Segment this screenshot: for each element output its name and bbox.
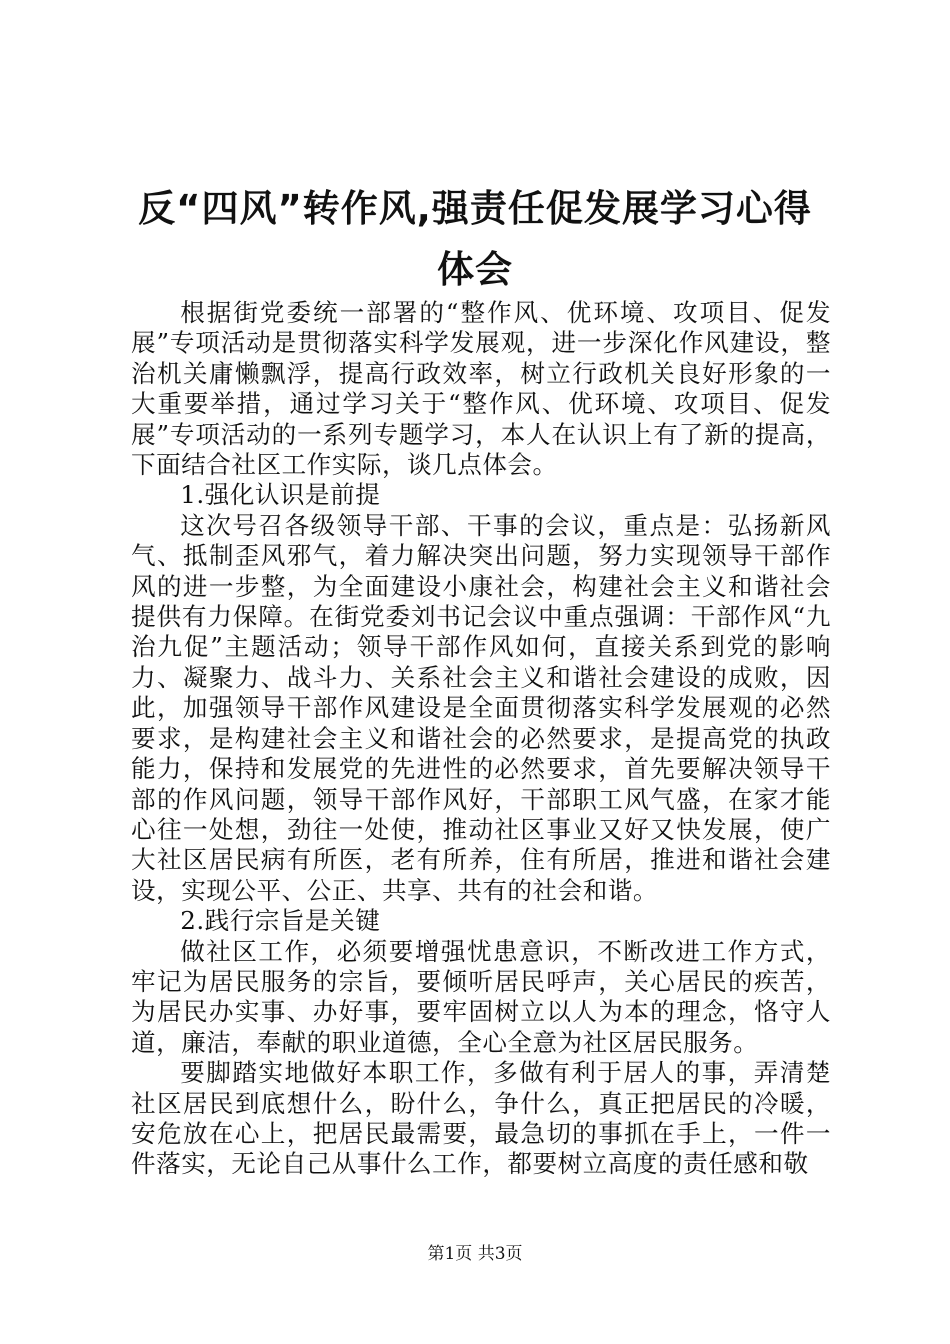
paragraph-section-1: 这次号召各级领导干部、干事的会议，重点是：弘扬新风气、抵制歪风邪气，着力解决突出问题，努力实现领导干部作风的进一步整，为全面建设小康社会，构建社会主义和谐社会提供有力保障。在街党委刘书记会议中重点强调：干部作风“九治九促”主题活动；领导干部作风如何，直接关系到党的影响力、凝聚力、战斗力、关系社会主义和谐社会建设的成败，因此，加强领导干部作风建设是全面贯彻落实科学发展观的必然要求，是构建社会主义和谐社会的必然要求，是提高党的执政能力，保持和发展党的先进性的必然要求，首先要解决领导干部的作风问题，领导干部作风好，干部职工风气盛，在家才能心往一处想，劲往一处使，推动社区事业又好又快发展，使广大社区居民病有所医，老有所养，住有所居，推进和谐社会建设，实现公平、公正、共享、共有的社会和谐。 [131, 510, 831, 905]
document-body [131, 298, 831, 1180]
paragraph-section-2a: 做社区工作，必须要增强忧患意识，不断改进工作方式，牢记为居民服务的宗旨，要倾听居民呼声，关心居民的疾苦，为居民办实事、办好事，要牢固树立以人为本的理念，恪守人道，廉洁，奉献的职业道德，全心全意为社区居民服务。 [131, 936, 831, 1057]
section-heading-1: 1.强化认识是前提 [180, 480, 381, 510]
document-title: 反“四风”转作风,强责任促发展学习心得体会 [138, 187, 812, 291]
paragraph-section-2b: 要脚踏实地做好本职工作，多做有利于居人的事，弄清楚社区居民到底想什么，盼什么，争什么，真正把居民的冷暖，安危放在心上，把居民最需要，最急切的事抓在手上，一件一件落实，无论自己从事什么工作，都要树立高度的责任感和敬 [131, 1058, 831, 1179]
paragraph-intro: 根据街党委统一部署的“整作风、优环境、攻项目、促发展”专项活动是贯彻落实科学发展观，进一步深化作风建设，整治机关庸懒飘浮，提高行政效率，树立行政机关良好形象的一大重要举措，通过学习关于“整作风、优环境、攻项目、促发展”专项活动的一系列专题学习，本人在认识上有了新的提高，下面结合社区工作实际，谈几点体会。 [131, 298, 831, 480]
section-heading-2: 2.践行宗旨是关键 [180, 906, 381, 936]
page-footer: 第1页 共3页 [427, 1244, 523, 1264]
